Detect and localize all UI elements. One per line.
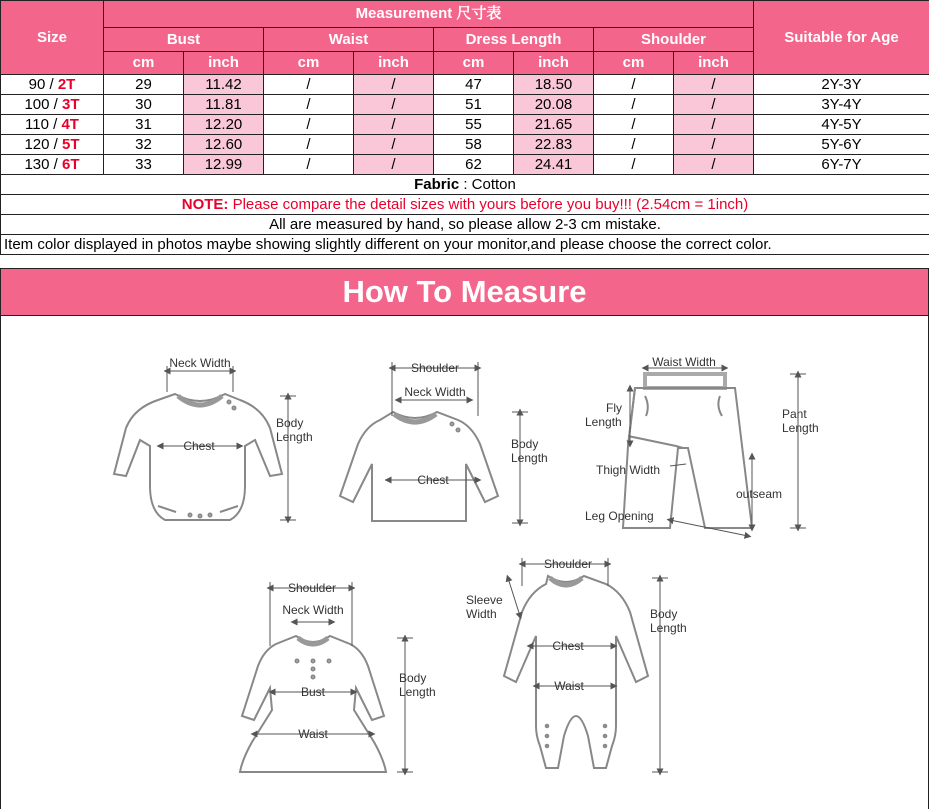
note-text: Please compare the detail sizes with yours before you buy!!! (2.54cm = 1inch) (228, 195, 749, 213)
cell-len-cm: 47 (434, 75, 514, 95)
size-separator: / (48, 115, 62, 133)
cell-waist-cm: / (264, 75, 354, 95)
cell-len-in: 22.83 (514, 135, 594, 155)
unit-header: cm (104, 52, 184, 75)
cell-len-cm: 58 (434, 135, 514, 155)
size-cm: 120 (24, 135, 50, 153)
size-t: 5T (62, 135, 80, 153)
measurement-header: Measurement 尺寸表 (104, 1, 754, 28)
romper-diagram (114, 394, 282, 520)
romper-neck-label: Neck Width (169, 356, 231, 370)
cell-bust-in: 11.42 (184, 75, 264, 95)
shirt-length-label: Length (511, 451, 548, 465)
unit-header: cm (594, 52, 674, 75)
size-cell (1, 75, 104, 95)
cell-sh-cm: / (594, 95, 674, 115)
jumpsuit-chest-label: Chest (552, 639, 584, 653)
size-separator: / (49, 95, 63, 113)
cell-age: 5Y-6Y (754, 135, 929, 155)
size-cm: 100 (24, 95, 50, 113)
cell-len-cm: 55 (434, 115, 514, 135)
cell-sh-in: / (674, 135, 754, 155)
pants-outseam-label: outseam (736, 487, 783, 501)
cell-sh-cm: / (594, 75, 674, 95)
dress-shoulder-label: Shoulder (287, 581, 337, 595)
cell-waist-in: / (354, 115, 434, 135)
how-to-measure-banner: How To Measure (0, 268, 929, 316)
size-cell (1, 155, 104, 175)
dress-length-label: Length (399, 685, 436, 699)
cell-sh-cm: / (594, 135, 674, 155)
cell-sh-cm: / (594, 155, 674, 175)
dress-length-header: Dress Length (434, 28, 594, 52)
cell-sh-in: / (674, 75, 754, 95)
unit-header: inch (184, 52, 264, 75)
cell-len-cm: 51 (434, 95, 514, 115)
table-row (1, 115, 929, 135)
cell-bust-in: 12.20 (184, 115, 264, 135)
fabric-row (1, 175, 929, 195)
jumpsuit-length-label: Length (650, 621, 687, 635)
size-cell (1, 95, 104, 115)
cell-age: 3Y-4Y (754, 95, 929, 115)
cell-waist-cm: / (264, 95, 354, 115)
size-cell (1, 115, 104, 135)
size-table (0, 0, 929, 255)
size-separator: / (49, 155, 63, 173)
dress-waist-label: Waist (298, 727, 328, 741)
cell-len-in: 20.08 (514, 95, 594, 115)
jumpsuit-diagram (504, 576, 648, 768)
size-separator: / (49, 135, 63, 153)
unit-header: inch (514, 52, 594, 75)
cell-waist-cm: / (264, 155, 354, 175)
size-t: 4T (61, 115, 79, 133)
unit-header: inch (674, 52, 754, 75)
cell-waist-cm: / (264, 135, 354, 155)
jumpsuit-sleeve-label: Sleeve (466, 593, 503, 607)
cell-bust-in: 12.99 (184, 155, 264, 175)
cell-waist-in: / (354, 135, 434, 155)
size-header: Size (1, 1, 104, 75)
cell-waist-in: / (354, 95, 434, 115)
color-note-row: Item color displayed in photos maybe showing slightly different on your monitor,and please choose the correct color. (1, 235, 929, 255)
table-row (1, 135, 929, 155)
cell-age: 6Y-7Y (754, 155, 929, 175)
shirt-shoulder-label: Shoulder (410, 361, 460, 375)
dress-diagram (240, 636, 386, 772)
size-cell (1, 135, 104, 155)
cell-waist-in: / (354, 75, 434, 95)
age-header: Suitable for Age (754, 1, 929, 75)
size-cm: 110 (25, 115, 49, 133)
unit-header: cm (434, 52, 514, 75)
dress-neck-label: Neck Width (282, 603, 344, 617)
note-row (1, 195, 929, 215)
measure-diagrams (0, 316, 929, 809)
size-separator: / (45, 75, 58, 93)
cell-waist-in: / (354, 155, 434, 175)
cell-bust-in: 12.60 (184, 135, 264, 155)
size-t: 6T (62, 155, 80, 173)
pants-thigh-label: Thigh Width (596, 463, 661, 477)
jumpsuit-body-label: Body (650, 607, 678, 621)
size-cm: 130 (24, 155, 50, 173)
dress-bust-label: Bust (300, 685, 326, 699)
cell-bust-cm: 29 (104, 75, 184, 95)
cell-bust-cm: 31 (104, 115, 184, 135)
jumpsuit-shoulder-label: Shoulder (543, 557, 593, 571)
hand-note-row: All are measured by hand, so please allow 2-3 cm mistake. (1, 215, 929, 235)
size-t: 2T (57, 75, 76, 93)
cell-sh-in: / (674, 155, 754, 175)
size-cm: 90 (28, 75, 46, 93)
cell-len-in: 18.50 (514, 75, 594, 95)
table-row (1, 75, 929, 95)
pants-pant-length-label: Length (782, 421, 819, 435)
cell-len-in: 24.41 (514, 155, 594, 175)
pants-fly-label: Fly (606, 401, 622, 415)
waist-header: Waist (264, 28, 434, 52)
jumpsuit-sleeve-width-label: Width (466, 607, 497, 621)
cell-sh-in: / (674, 115, 754, 135)
romper-body-label: Body (276, 416, 304, 430)
cell-sh-cm: / (594, 115, 674, 135)
pants-fly-length-label: Length (585, 415, 622, 429)
fabric-label: Fabric (414, 175, 460, 193)
table-row (1, 95, 929, 115)
dress-body-label: Body (399, 671, 427, 685)
size-t: 3T (62, 95, 80, 113)
pants-waist-label: Waist Width (652, 355, 716, 369)
shirt-diagram (340, 412, 498, 521)
table-row (1, 155, 929, 175)
cell-sh-in: / (674, 95, 754, 115)
cell-bust-cm: 30 (104, 95, 184, 115)
cell-len-cm: 62 (434, 155, 514, 175)
cell-len-in: 21.65 (514, 115, 594, 135)
pants-pant-label: Pant (782, 407, 807, 421)
cell-age: 2Y-3Y (754, 75, 929, 95)
shoulder-header: Shoulder (594, 28, 754, 52)
jumpsuit-waist-label: Waist (554, 679, 584, 693)
unit-header: inch (354, 52, 434, 75)
cell-waist-cm: / (264, 115, 354, 135)
shirt-neck-label: Neck Width (404, 385, 466, 399)
bust-header: Bust (104, 28, 264, 52)
romper-length-label: Length (276, 430, 313, 444)
pants-diagram (623, 374, 752, 528)
romper-chest-label: Chest (183, 439, 215, 453)
cell-bust-cm: 33 (104, 155, 184, 175)
unit-header: cm (264, 52, 354, 75)
pants-leg-label: Leg Opening (585, 509, 654, 523)
cell-bust-in: 11.81 (184, 95, 264, 115)
cell-bust-cm: 32 (104, 135, 184, 155)
fabric-value: : Cotton (459, 175, 516, 193)
pants-arrows (630, 368, 806, 536)
shirt-chest-label: Chest (417, 473, 449, 487)
shirt-body-label: Body (511, 437, 539, 451)
cell-age: 4Y-5Y (754, 115, 929, 135)
note-label: NOTE: (181, 195, 229, 213)
